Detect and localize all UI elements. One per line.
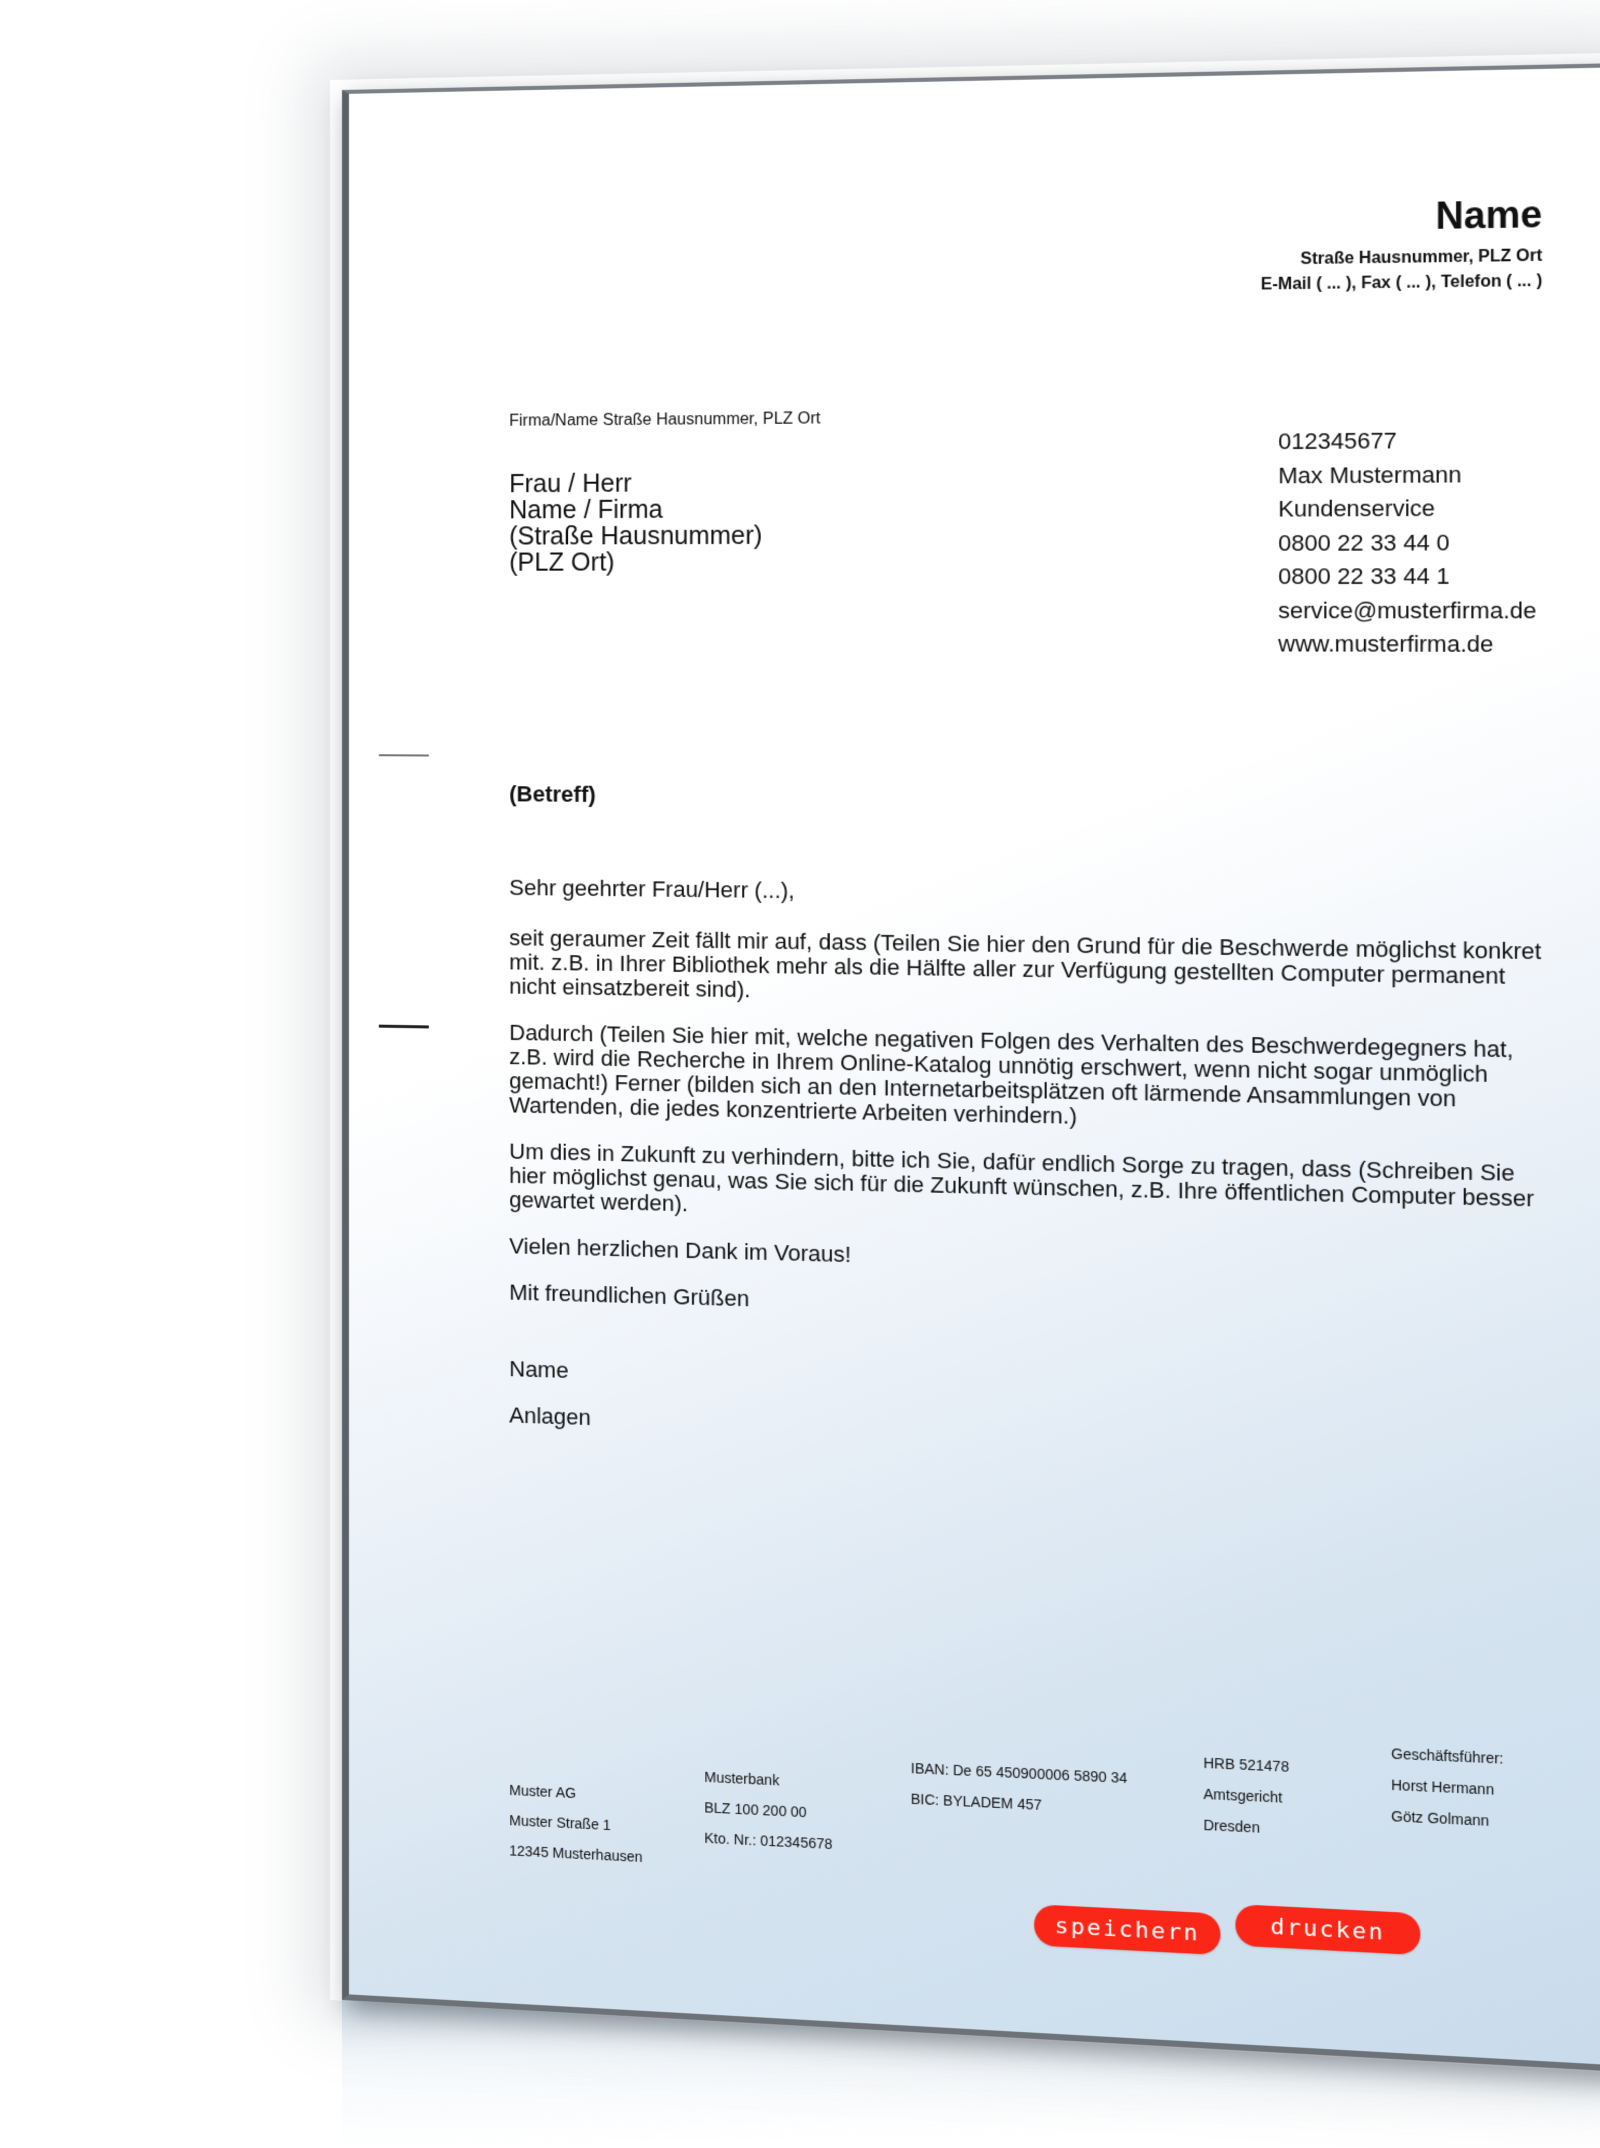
footer-text: Geschäftsführer: bbox=[1391, 1745, 1504, 1767]
sender-name: Name bbox=[1435, 192, 1543, 238]
reference-number: 012345677 bbox=[1278, 427, 1397, 455]
contact-block bbox=[1278, 423, 1536, 661]
email: service@musterfirma.de bbox=[1278, 596, 1537, 624]
sender-contact: E-Mail ( ... ), Fax ( ... ), Telefon ( ... ) bbox=[1260, 272, 1543, 294]
recipient-line: Name / Firma bbox=[509, 495, 663, 525]
footer-text: Götz Golmann bbox=[1391, 1807, 1490, 1829]
footer-text: 12345 Musterhausen bbox=[509, 1842, 643, 1866]
footer-management bbox=[1391, 1745, 1503, 1844]
sender-address: Straße Hausnummer, PLZ Ort bbox=[1300, 247, 1543, 269]
closing: Mit freundlichen Grüßen bbox=[509, 1279, 750, 1312]
recipient-line: Frau / Herr bbox=[509, 469, 632, 499]
print-button-label: drucken bbox=[1270, 1913, 1386, 1946]
attachments-label: Anlagen bbox=[509, 1402, 591, 1431]
subject-line: (Betreff) bbox=[509, 781, 596, 807]
footer-iban bbox=[911, 1760, 1128, 1832]
footer-bank bbox=[704, 1769, 832, 1867]
return-address: Firma/Name Straße Hausnummer, PLZ Ort bbox=[509, 410, 821, 430]
letter-page bbox=[342, 63, 1600, 2072]
footer-text: Musterbank bbox=[704, 1768, 780, 1789]
footer-text: BLZ 100 200 00 bbox=[704, 1799, 807, 1821]
recipient-line: (PLZ Ort) bbox=[509, 548, 615, 577]
contact-person: Max Mustermann bbox=[1278, 461, 1462, 489]
fold-mark bbox=[379, 754, 429, 756]
save-button-label: speichern bbox=[1054, 1912, 1200, 1947]
website: www.musterfirma.de bbox=[1278, 630, 1494, 658]
footer-text: BIC: BYLADEM 457 bbox=[910, 1790, 1042, 1814]
letter-footer bbox=[509, 1745, 1560, 1866]
footer-text: Dresden bbox=[1203, 1816, 1260, 1836]
body-paragraph: Um dies in Zukunft zu verhindern, bitte ich Sie, dafür endlich Sorge zu tragen, dass (Schreiben Sie hier möglichst genau, was Sie sich für die Zukunft wünschen, z.B. Ihre öffentlichen Computer besser gewartet werden). bbox=[509, 1138, 1535, 1217]
footer-text: Amtsgericht bbox=[1203, 1785, 1283, 1806]
recipient-address bbox=[509, 470, 762, 576]
fax: 0800 22 33 44 1 bbox=[1278, 562, 1450, 590]
salutation: Sehr geehrter Frau/Herr (...), bbox=[509, 874, 795, 904]
recipient-line: (Straße Hausnummer) bbox=[509, 521, 763, 551]
footer-text: IBAN: De 65 450900006 5890 34 bbox=[910, 1759, 1128, 1787]
punch-mark bbox=[379, 1025, 429, 1029]
footer-text: Muster Straße 1 bbox=[509, 1812, 611, 1834]
department: Kundenservice bbox=[1278, 495, 1436, 522]
footer-register bbox=[1203, 1754, 1289, 1851]
phone: 0800 22 33 44 0 bbox=[1278, 528, 1450, 556]
signature-name: Name bbox=[509, 1356, 569, 1384]
save-button[interactable] bbox=[1034, 1904, 1220, 1955]
print-button[interactable] bbox=[1235, 1904, 1420, 1955]
footer-text: Kto. Nr.: 012345678 bbox=[704, 1829, 833, 1853]
thanks-line: Vielen herzlichen Dank im Voraus! bbox=[509, 1233, 852, 1268]
footer-text: HRB 521478 bbox=[1203, 1754, 1290, 1775]
footer-text: Muster AG bbox=[509, 1781, 577, 1802]
body-paragraph: seit geraumer Zeit fällt mir auf, dass (Teilen Sie hier den Grund für die Beschwerde möglichst konkret mit. z.B. in Ihrer Bibliothek mehr als die Hälfte aller zur Verfügung gestellten Computer permanent nicht einsatzbereit sind). bbox=[509, 925, 1542, 1003]
footer-text: Horst Hermann bbox=[1391, 1776, 1495, 1798]
body-paragraph: Dadurch (Teilen Sie hier mit, welche negativen Folgen des Verhalten des Beschwerdegegners hat, z.B. wird die Recherche in Ihrem Online-Katalog unnötig erschwert, wenn nicht sogar unmöglich gemacht!) Ferner (bilden sich an den Internetarbeitsplätzen oft lärmende Ansammlungen von Wartenden, die jedes konzentrierte Arbeiten verhindern.) bbox=[509, 1019, 1514, 1129]
footer-company bbox=[509, 1782, 642, 1879]
letter-body bbox=[509, 876, 1549, 1485]
